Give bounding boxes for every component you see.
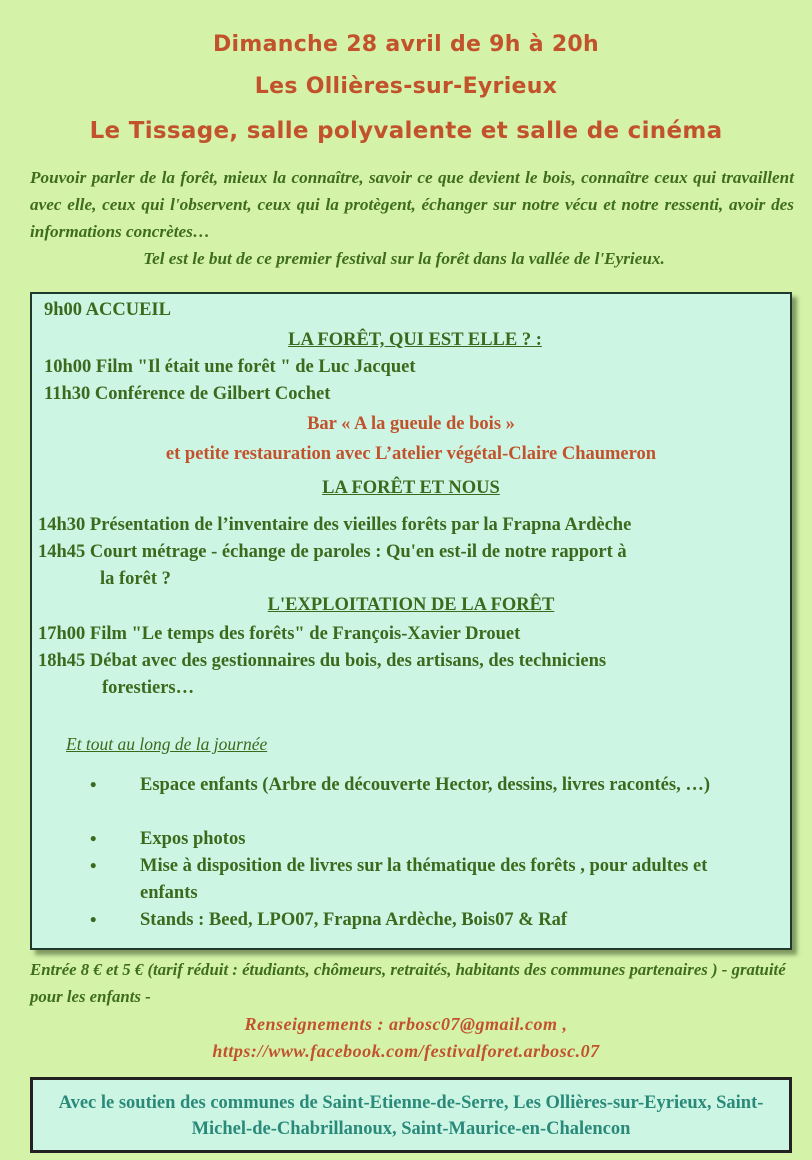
- list-item: Mise à disposition de livres sur la thématique des forêts , pour adultes et enfants: [140, 856, 708, 903]
- bullet-icon: •: [90, 911, 97, 931]
- program-item-1845-cont: forestiers…: [102, 678, 195, 698]
- program-item-1130: 11h30 Conférence de Gilbert Cochet: [44, 384, 331, 404]
- program-item-1445: 14h45 Court métrage - échange de paroles : Qu'en est-il de notre rapport à: [38, 542, 627, 562]
- bullet-icon: •: [90, 830, 97, 850]
- support-text: Avec le soutien des communes de Saint-Etienne-de-Serre, Les Ollières-sur-Eyrieux, Saint-Michel-de-Chabrillanoux, Saint-Maurice-en-Chalencon: [58, 1093, 764, 1139]
- program-box: [30, 292, 792, 950]
- list-item: Espace enfants (Arbre de découverte Hector, dessins, livres racontés, …): [140, 775, 710, 795]
- program-item-1445-cont: la forêt ?: [100, 569, 171, 589]
- program-item-1700: 17h00 Film "Le temps des forêts" de François-Xavier Drouet: [38, 624, 521, 644]
- program-item-1430: 14h30 Présentation de l’inventaire des vieilles forêts par la Frapna Ardèche: [38, 515, 632, 535]
- list-item: Expos photos: [140, 829, 246, 849]
- program-item-1845: 18h45 Débat avec des gestionnaires du bois, des artisans, des techniciens: [38, 651, 607, 671]
- entry-prices: Entrée 8 € et 5 € (tarif réduit : étudiants, chômeurs, retraités, habitants des communes partenaires ) - gratuité pour les enfants -: [30, 960, 786, 1006]
- intro-closing: Tel est le but de ce premier festival sur la forêt dans la vallée de l'Eyrieux.: [143, 249, 665, 268]
- list-item: Stands : Beed, LPO07, Frapna Ardèche, Bois07 & Raf: [140, 910, 568, 930]
- bar-line-2: et petite restauration avec L’atelier végétal-Claire Chaumeron: [165, 444, 657, 464]
- program-welcome: 9h00 ACCUEIL: [44, 300, 171, 320]
- event-venue: Le Tissage, salle polyvalente et salle de cinéma: [89, 118, 723, 144]
- bullet-icon: •: [90, 776, 97, 796]
- section-heading-1: LA FORÊT, QUI EST ELLE ? :: [288, 330, 542, 350]
- event-date: Dimanche 28 avril de 9h à 20h: [212, 32, 599, 57]
- section-heading-2: LA FORÊT ET NOUS: [322, 478, 500, 498]
- bullet-icon: •: [90, 857, 97, 877]
- section-heading-3: L'EXPLOITATION DE LA FORÊT: [267, 595, 555, 615]
- program-item-1000: 10h00 Film "Il était une forêt " de Luc Jacquet: [44, 357, 416, 377]
- support-box: [30, 1077, 792, 1153]
- bar-line-1: Bar « A la gueule de bois »: [307, 414, 515, 434]
- event-town: Les Ollières-sur-Eyrieux: [254, 74, 558, 99]
- intro-paragraph: Pouvoir parler de la forêt, mieux la connaître, savoir ce que devient le bois, connaître ceux qui travaillent avec elle, ceux qui l'observent, ceux qui la protègent, échanger sur notre vécu et notre ressenti, avoir des informations concrètes…: [30, 168, 794, 241]
- facebook-link[interactable]: https://www.facebook.com/festivalforet.arbosc.07: [212, 1041, 600, 1061]
- contact-info[interactable]: Renseignements : arbosc07@gmail.com ,: [244, 1014, 568, 1034]
- all-day-heading: Et tout au long de la journée: [66, 734, 268, 754]
